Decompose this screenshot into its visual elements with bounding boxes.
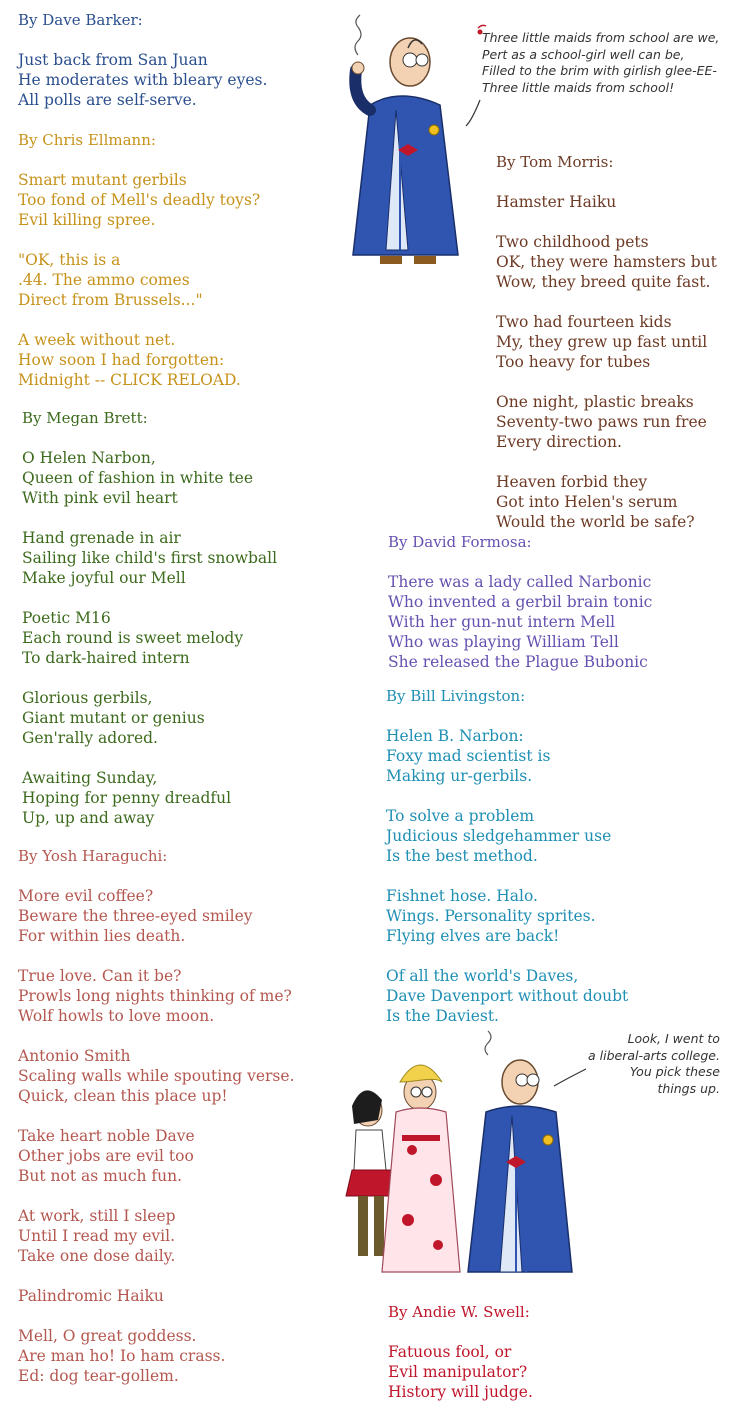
robe-icon xyxy=(353,96,458,255)
poem-line: Two childhood pets xyxy=(496,233,649,251)
poem-line: Seventy-two paws run free xyxy=(496,413,707,431)
poem-stanza xyxy=(18,1286,294,1306)
poem-stanza xyxy=(22,448,277,508)
poem-line: Ed: dog tear-gollem. xyxy=(18,1367,179,1385)
poem-line: Up, up and away xyxy=(22,809,155,827)
poem-line: Awaiting Sunday, xyxy=(22,769,158,787)
poem-stanza xyxy=(18,50,267,110)
poem-line: O Helen Narbon, xyxy=(22,449,156,467)
poem-yosh-haraguchi xyxy=(18,846,294,1386)
poem-stanza xyxy=(386,726,628,786)
poem-line: Heaven forbid they xyxy=(496,473,648,491)
characters-illustration-bottom xyxy=(326,1030,586,1285)
poem-line: Hamster Haiku xyxy=(496,193,617,211)
poem-tom-morris xyxy=(496,152,717,532)
poem-line: Poetic M16 xyxy=(22,609,111,627)
dave-illustration-top xyxy=(330,10,490,275)
poem-line: Is the Daviest. xyxy=(386,1007,499,1025)
poem-bill-livingston xyxy=(386,686,628,1026)
poem-author: By Tom Morris: xyxy=(496,153,614,171)
poem-line: Wow, they breed quite fast. xyxy=(496,273,711,291)
poem-line: Beware the three-eyed smiley xyxy=(18,907,253,925)
poem-author: By Bill Livingston: xyxy=(386,687,526,705)
poem-stanza xyxy=(496,192,717,212)
speech-bubble-bottom xyxy=(588,1031,720,1097)
poem-line: Got into Helen's serum xyxy=(496,493,678,511)
poem-line: Palindromic Haiku xyxy=(18,1287,164,1305)
poem-line: Are man ho! Io ham crass. xyxy=(18,1347,226,1365)
poem-line: Judicious sledgehammer use xyxy=(386,827,612,845)
poem-line: Who was playing William Tell xyxy=(388,633,619,651)
poem-line: Midnight -- CLICK RELOAD. xyxy=(18,371,241,389)
poem-line: Who invented a gerbil brain tonic xyxy=(388,593,653,611)
poem-stanza xyxy=(386,806,628,866)
poem-line: Direct from Brussels..." xyxy=(18,291,203,309)
poem-line: Dave Davenport without doubt xyxy=(386,987,629,1005)
poem-line: Evil manipulator? xyxy=(388,1363,528,1381)
poem-stanza xyxy=(386,966,628,1026)
poem-line: More evil coffee? xyxy=(18,887,154,905)
speech-bubble-line: a liberal-arts college. xyxy=(588,1047,720,1063)
poem-line: To solve a problem xyxy=(386,807,535,825)
poem-line: Hoping for penny dreadful xyxy=(22,789,232,807)
speech-bubble-line: Look, I went to xyxy=(627,1031,720,1046)
poem-stanza xyxy=(22,608,277,668)
speech-tail xyxy=(554,1068,586,1086)
poem-line: Take one dose daily. xyxy=(18,1247,176,1265)
helen-figure xyxy=(382,1065,460,1272)
poem-line: Foxy mad scientist is xyxy=(386,747,551,765)
poem-line: My, they grew up fast until xyxy=(496,333,708,351)
poem-line: Every direction. xyxy=(496,433,622,451)
poem-line: With her gun-nut intern Mell xyxy=(388,613,616,631)
poem-line: Other jobs are evil too xyxy=(18,1147,194,1165)
poem-line: Fatuous fool, or xyxy=(388,1343,512,1361)
poem-line: Making ur-gerbils. xyxy=(386,767,533,785)
poem-line: Of all the world's Daves, xyxy=(386,967,579,985)
poem-line: Evil killing spree. xyxy=(18,211,156,229)
poem-line: One night, plastic breaks xyxy=(496,393,694,411)
poem-line: OK, they were hamsters but xyxy=(496,253,717,271)
poem-andie-swell xyxy=(388,1302,533,1402)
poem-stanza xyxy=(18,1326,294,1386)
speech-bubble-line: You pick these xyxy=(629,1064,720,1079)
poem-stanza xyxy=(18,170,260,230)
poem-line: "OK, this is a xyxy=(18,251,121,269)
poem-line: Until I read my evil. xyxy=(18,1227,175,1245)
speech-tail xyxy=(466,100,480,126)
poem-author: By Chris Ellmann: xyxy=(18,131,156,149)
poem-line: Queen of fashion in white tee xyxy=(22,469,254,487)
poem-stanza xyxy=(18,1126,294,1186)
poem-stanza xyxy=(18,966,294,1026)
poem-dave-barker xyxy=(18,10,267,110)
poem-line: Wings. Personality sprites. xyxy=(386,907,596,925)
poem-megan-brett xyxy=(22,408,277,828)
poem-author: By David Formosa: xyxy=(388,533,532,551)
poem-line: There was a lady called Narbonic xyxy=(388,573,652,591)
speech-bubble-line: Filled to the brim with girlish glee-EE- xyxy=(482,63,717,78)
poem-line: Scaling walls while spouting verse. xyxy=(18,1067,295,1085)
dave-figure xyxy=(468,1031,572,1272)
poem-line: Sailing like child's first snowball xyxy=(22,549,278,567)
poem-stanza xyxy=(18,1206,294,1266)
poem-line: Would the world be safe? xyxy=(496,513,695,531)
poem-line: Wolf howls to love moon. xyxy=(18,1007,215,1025)
music-note-icon xyxy=(478,25,487,34)
poem-stanza xyxy=(496,312,717,372)
speech-bubble-line: Three little maids from school! xyxy=(482,79,675,95)
poem-line: Just back from San Juan xyxy=(18,51,208,69)
poem-line: Antonio Smith xyxy=(18,1047,131,1065)
arm-icon xyxy=(352,62,370,110)
speech-bubble-line: things up. xyxy=(657,1080,720,1096)
poem-stanza xyxy=(496,232,717,292)
poem-line: All polls are self-serve. xyxy=(18,91,197,109)
poem-line: Hand grenade in air xyxy=(22,529,181,547)
poem-line: Two had fourteen kids xyxy=(496,313,672,331)
poem-stanza xyxy=(496,392,717,452)
poem-line: History will judge. xyxy=(388,1383,533,1401)
poem-line: Flying elves are back! xyxy=(386,927,560,945)
poem-stanza xyxy=(388,1342,533,1402)
speech-bubble-top xyxy=(482,30,719,96)
poem-line: Giant mutant or genius xyxy=(22,709,205,727)
poem-stanza xyxy=(18,330,260,390)
poem-stanza xyxy=(18,886,294,946)
poem-line: True love. Can it be? xyxy=(18,967,182,985)
cigarette-smoke xyxy=(355,15,361,55)
poem-stanza xyxy=(388,572,652,672)
sandals-icon xyxy=(380,256,436,264)
poem-stanza xyxy=(22,688,277,748)
poem-line: But not as much fun. xyxy=(18,1167,183,1185)
speech-bubble-line: Pert as a school-girl well can be, xyxy=(482,46,685,62)
poem-line: To dark-haired intern xyxy=(22,649,190,667)
poem-line: Fishnet hose. Halo. xyxy=(386,887,538,905)
speech-bubble-line: Three little maids from school are we, xyxy=(482,30,720,45)
poem-line: For within lies death. xyxy=(18,927,186,945)
poem-stanza xyxy=(22,528,277,588)
poem-line: Is the best method. xyxy=(386,847,538,865)
poem-line: How soon I had forgotten: xyxy=(18,351,225,369)
poem-line: Make joyful our Mell xyxy=(22,569,186,587)
poem-line: Glorious gerbils, xyxy=(22,689,153,707)
poem-david-formosa xyxy=(388,532,652,672)
poem-author: By Yosh Haraguchi: xyxy=(18,847,168,865)
poem-author: By Megan Brett: xyxy=(22,409,148,427)
poem-line: Gen'rally adored. xyxy=(22,729,158,747)
poem-line: Quick, clean this place up! xyxy=(18,1087,228,1105)
poem-stanza xyxy=(18,1046,294,1106)
poem-stanza xyxy=(386,886,628,946)
poem-line: Each round is sweet melody xyxy=(22,629,244,647)
poem-line: Take heart noble Dave xyxy=(18,1127,195,1145)
poem-line: Mell, O great goddess. xyxy=(18,1327,197,1345)
poem-line: Prowls long nights thinking of me? xyxy=(18,987,292,1005)
poem-stanza xyxy=(18,250,260,310)
poem-chris-ellmann xyxy=(18,130,260,390)
poem-line: Helen B. Narbon: xyxy=(386,727,524,745)
poem-line: She released the Plague Bubonic xyxy=(388,653,648,671)
poem-line: At work, still I sleep xyxy=(18,1207,176,1225)
poem-stanza xyxy=(496,472,717,532)
poem-author: By Andie W. Swell: xyxy=(388,1303,530,1321)
poem-line: Too heavy for tubes xyxy=(496,353,651,371)
poem-line: Too fond of Mell's deadly toys? xyxy=(18,191,261,209)
poem-line: With pink evil heart xyxy=(22,489,178,507)
poem-line: A week without net. xyxy=(18,331,176,349)
poem-author: By Dave Barker: xyxy=(18,11,143,29)
poem-line: Smart mutant gerbils xyxy=(18,171,187,189)
head-icon xyxy=(390,38,430,86)
poem-stanza xyxy=(22,768,277,828)
poem-line: .44. The ammo comes xyxy=(18,271,190,289)
poem-line: He moderates with bleary eyes. xyxy=(18,71,268,89)
